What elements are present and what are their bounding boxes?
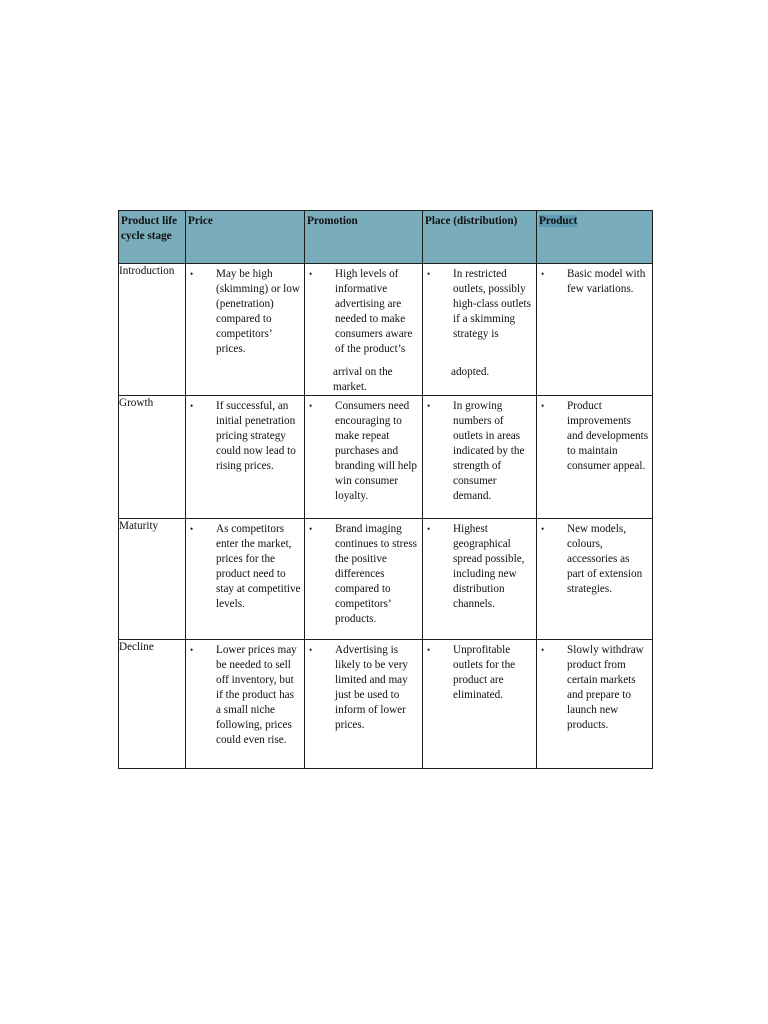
header-product-label: Product [539,215,578,227]
promotion-cell [305,640,423,769]
bullet-icon: • [541,645,545,655]
place-cell-continued [423,362,537,396]
promotion-text: Brand imaging continues to stress the positive differences compared to competitors’ products. [335,523,418,625]
table-header-row [119,211,653,264]
bullet-icon: • [309,269,313,279]
product-text: Slowly withdraw product from certain markets and prepare to launch new products. [567,644,644,731]
promotion-cell-continued [305,362,423,396]
price-cell [186,264,305,396]
product-cell [537,264,653,396]
bullet-icon: • [427,524,431,534]
header-place: Place (distribution) [423,211,537,264]
price-text: Lower prices may be needed to sell off inventory, but if the product has a small niche following, prices could even rise. [216,644,297,746]
product-text: New models, colours, accessories as part of extension strategies. [567,523,643,595]
price-text: If successful, an initial penetration pricing strategy could now lead to rising prices. [216,400,296,472]
product-text: Product improvements and developments to maintain consumer appeal. [567,400,649,472]
price-cell [186,519,305,640]
product-cell [537,396,653,519]
promotion-text: Consumers need encouraging to make repeat purchases and branding will help win consumer loyalty. [335,400,418,502]
place-cell [423,519,537,640]
place-text: Unprofitable outlets for the product are eliminated. [453,644,516,701]
product-cell [537,519,653,640]
marketing-mix-table [118,210,653,769]
promotion-cell [305,519,423,640]
table-row [119,396,653,519]
table-row [119,264,653,363]
place-text: In growing numbers of outlets in areas indicated by the strength of consumer demand. [453,400,525,502]
header-price: Price [186,211,305,264]
promotion-text-continued: arrival on the market. [333,366,393,393]
price-cell [186,396,305,519]
promotion-cell [305,396,423,519]
header-product [537,211,653,264]
bullet-icon: • [427,401,431,411]
promotion-text: High levels of informative advertising are needed to make consumers aware of the product’s [335,268,413,355]
price-cell [186,640,305,769]
product-cell [537,640,653,769]
stage-cell: Decline [119,640,186,769]
place-text: Highest geographical spread possible, including new distribution channels. [453,523,525,610]
bullet-icon: • [309,401,313,411]
table-row [119,519,653,640]
bullet-icon: • [541,524,545,534]
bullet-icon: • [190,401,194,411]
stage-cell: Growth [119,396,186,519]
place-cell [423,396,537,519]
bullet-icon: • [190,269,194,279]
place-text: In restricted outlets, possibly high-class outlets if a skimming strategy is [453,268,531,340]
bullet-icon: • [190,524,194,534]
bullet-icon: • [541,269,545,279]
bullet-icon: • [309,524,313,534]
stage-cell: Maturity [119,519,186,640]
table-row [119,640,653,769]
bullet-icon: • [190,645,194,655]
price-text: As competitors enter the market, prices for the product need to stay at competitive levels. [216,523,301,610]
place-cell [423,640,537,769]
bullet-icon: • [427,645,431,655]
promotion-text: Advertising is likely to be very limited and may just be used to inform of lower prices. [335,644,409,731]
price-text: May be high (skimming) or low (penetration) compared to competitors’ prices. [216,268,300,355]
bullet-icon: • [309,645,313,655]
header-promotion: Promotion [305,211,423,264]
stage-cell: Introduction [119,264,186,396]
promotion-cell [305,264,423,363]
header-stage: Product life cycle stage [119,211,186,264]
bullet-icon: • [427,269,431,279]
place-text-continued: adopted. [451,366,490,378]
product-text: Basic model with few variations. [567,268,646,295]
bullet-icon: • [541,401,545,411]
place-cell [423,264,537,363]
